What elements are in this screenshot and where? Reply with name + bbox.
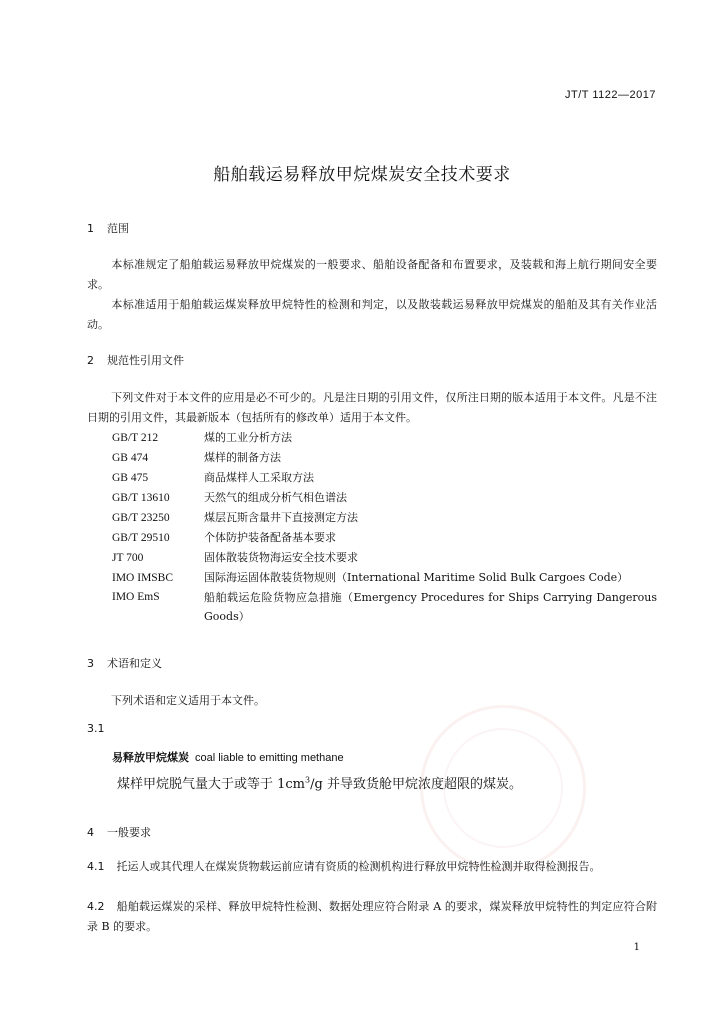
reference-code: GB 475: [112, 472, 149, 484]
section-title: 范围: [107, 222, 129, 235]
reference-code: GB 474: [112, 452, 149, 464]
reference-name: 个体防护装备配备基本要求: [204, 531, 336, 544]
reference-name: 煤层瓦斯含量井下直接测定方法: [204, 511, 358, 524]
section-number: 3: [87, 657, 94, 670]
reference-name: 煤样的制备方法: [204, 451, 281, 464]
terms-intro: 下列术语和定义适用于本文件。: [111, 694, 265, 707]
reference-name: 煤的工业分析方法: [204, 431, 292, 444]
standard-number: JT/T 1122—2017: [565, 89, 656, 101]
section-3-heading: [87, 655, 162, 671]
reference-name: 船舶载运危险货物应急措施（Emergency Procedures for Ships Carrying Dangerous Goods）: [204, 591, 657, 623]
reference-code: IMO IMSBC: [112, 572, 174, 584]
section-number: 1: [87, 222, 94, 235]
normative-reference-list: [112, 428, 657, 626]
term-definition: [117, 773, 522, 792]
definition-superscript: 3: [305, 775, 311, 785]
section-title: 术语和定义: [107, 657, 162, 670]
document-title: 船舶载运易释放甲烷煤炭安全技术要求: [213, 165, 511, 185]
scope-paragraph-1: [87, 255, 657, 295]
clause-4-1: [87, 857, 657, 877]
clause-text: 托运人或其代理人在煤炭货物载运前应请有资质的检测机构进行释放甲烷特性检测并取得检测报告。: [116, 860, 601, 873]
reference-item: [112, 508, 657, 528]
term-number: 3.1: [87, 722, 105, 735]
reference-name: 天然气的组成分析气相色谱法: [204, 491, 347, 504]
clause-4-2: [87, 897, 657, 937]
reference-code: IMO EmS: [112, 591, 160, 603]
clause-number: 4.2: [87, 900, 105, 913]
section-4-heading: [87, 824, 151, 840]
term-english: coal liable to emitting methane: [195, 752, 344, 764]
references-intro: [87, 388, 657, 428]
reference-item: [112, 568, 657, 588]
reference-item: [112, 468, 657, 488]
reference-item: [112, 488, 657, 508]
reference-code: GB/T 212: [112, 432, 159, 444]
paragraph-text: 本标准适用于船舶载运煤炭释放甲烷特性的检测和判定，以及散装载运易释放甲烷煤炭的船舶及其有关作业活动。: [87, 298, 657, 331]
section-number: 4: [87, 826, 94, 839]
clause-text: 船舶载运煤炭的采样、释放甲烷特性检测、数据处理应符合附录 A 的要求，煤炭释放甲烷特性的判定应符合附录 B 的要求。: [87, 900, 657, 933]
reference-code: GB/T 29510: [112, 532, 170, 544]
paragraph-text: 下列文件对于本文件的应用是必不可少的。凡是注日期的引用文件，仅所注日期的版本适用于本文件。凡是不注日期的引用文件，其最新版本（包括所有的修改单）适用于本文件。: [87, 391, 657, 424]
reference-item: [112, 588, 657, 626]
scope-paragraph-2: [87, 295, 657, 335]
section-1-heading: [87, 220, 129, 236]
definition-text: 煤样甲烷脱气量大于或等于 1cm: [117, 777, 306, 792]
section-number: 2: [87, 354, 94, 367]
reference-code: JT 700: [112, 552, 144, 564]
clause-number: 4.1: [87, 860, 105, 873]
reference-item: [112, 428, 657, 448]
definition-text: /g 并导致货舱甲烷浓度超限的煤炭。: [310, 777, 522, 792]
reference-code: GB/T 13610: [112, 492, 170, 504]
term-entry: [112, 749, 344, 765]
page-number: 1: [633, 942, 640, 953]
reference-name: 固体散装货物海运安全技术要求: [204, 551, 358, 564]
reference-item: [112, 528, 657, 548]
section-title: 规范性引用文件: [107, 354, 184, 367]
reference-code: GB/T 23250: [112, 512, 170, 524]
reference-item: [112, 548, 657, 568]
reference-name: 商品煤样人工采取方法: [204, 471, 314, 484]
paragraph-text: 本标准规定了船舶载运易释放甲烷煤炭的一般要求、船舶设备配备和布置要求，及装载和海上航行期间安全要求。: [87, 258, 657, 291]
section-2-heading: [87, 352, 184, 368]
section-title: 一般要求: [107, 826, 151, 839]
reference-item: [112, 448, 657, 468]
term-chinese: 易释放甲烷煤炭: [112, 751, 189, 764]
reference-name: 国际海运固体散装货物规则（International Maritime Solid Bulk Cargoes Code）: [204, 571, 629, 584]
